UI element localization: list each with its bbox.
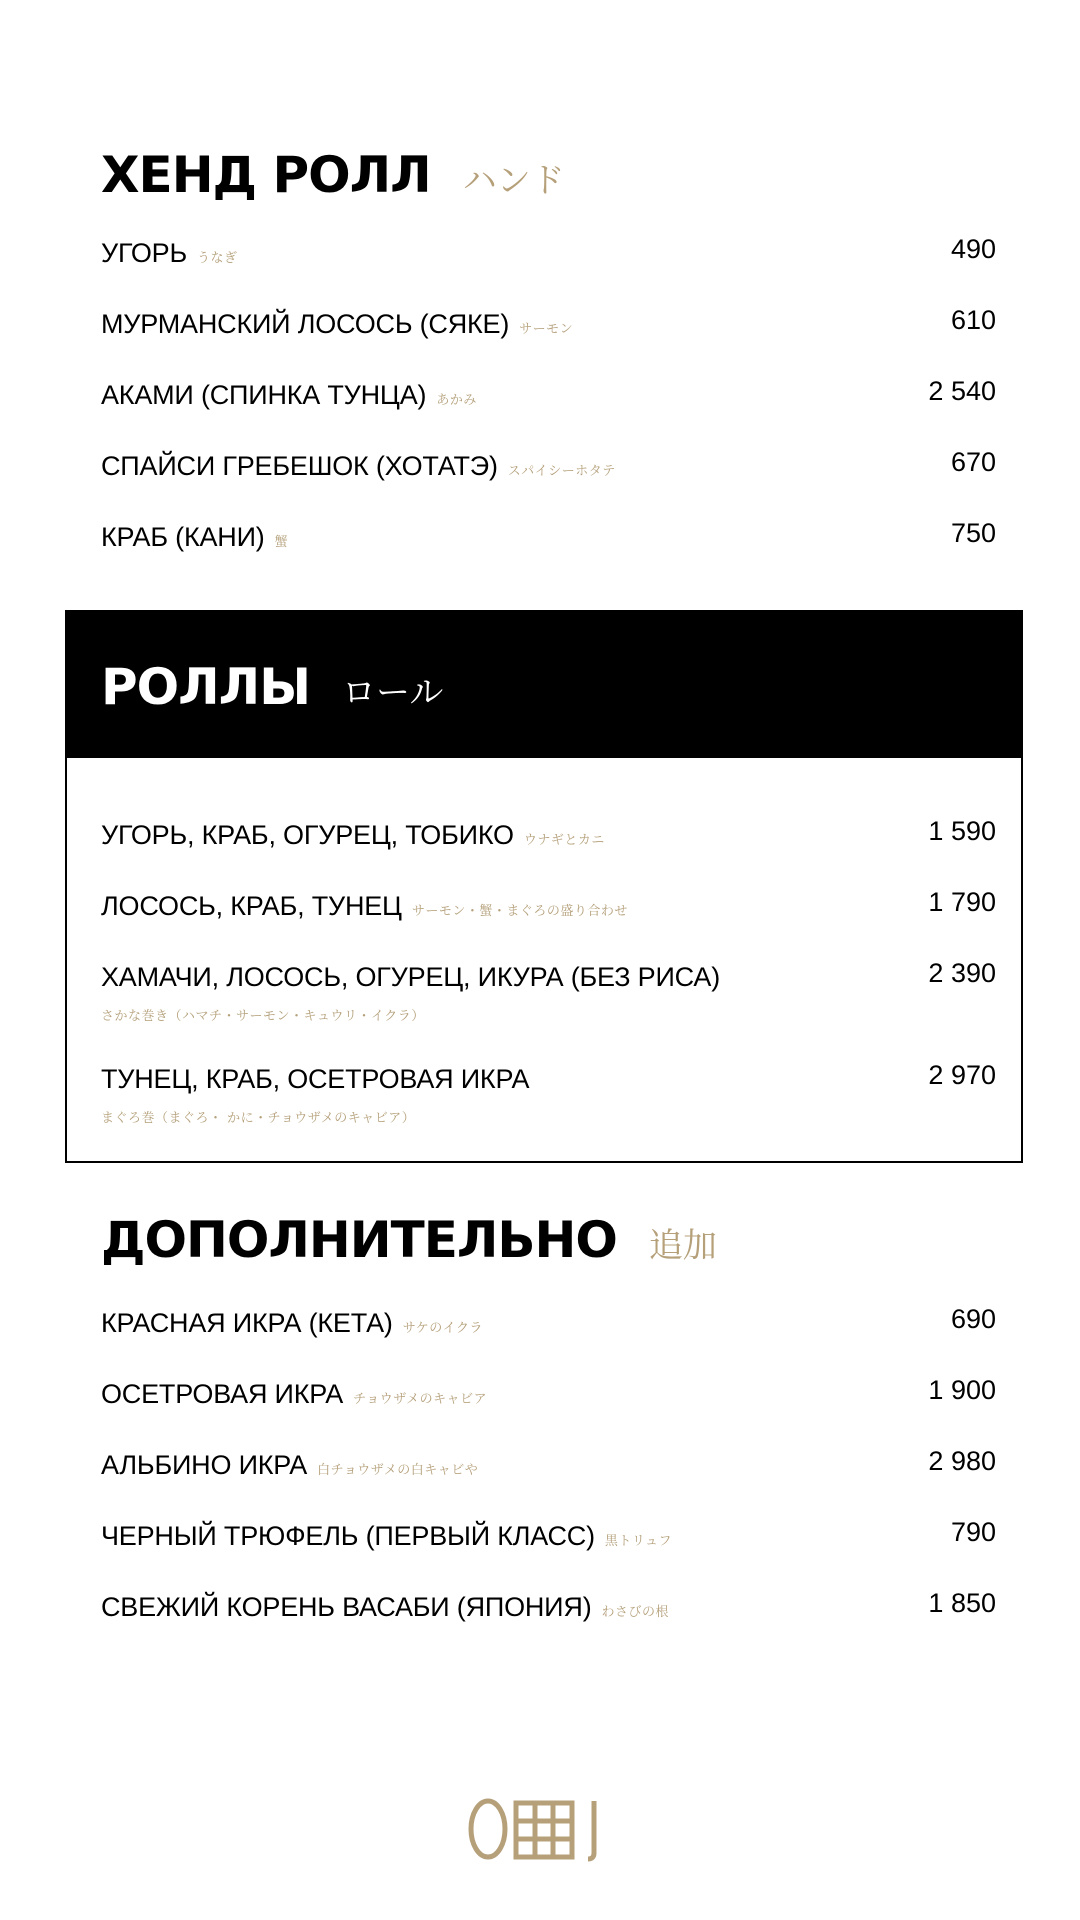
item-price: 2 390 xyxy=(928,958,996,988)
menu-item xyxy=(101,1446,996,1523)
menu-list xyxy=(0,234,1080,595)
item-price: 1 590 xyxy=(928,816,996,846)
extras-section xyxy=(0,1211,1080,1665)
item-name-jp: 黒トリュフ xyxy=(604,1534,672,1549)
item-price: 2 970 xyxy=(928,1060,996,1090)
menu-item xyxy=(101,958,996,1066)
item-price: 790 xyxy=(950,1517,996,1547)
menu-item xyxy=(101,887,996,964)
section-title: ХЕНД РОЛЛ xyxy=(101,146,431,204)
item-name: КРАБ (КАНИ) xyxy=(101,522,265,552)
menu-item xyxy=(101,1588,996,1665)
item-price: 1 790 xyxy=(928,887,996,917)
item-price: 2 540 xyxy=(928,376,996,406)
item-name-jp: サーモン・蟹・まぐろの盛り合わせ xyxy=(411,904,628,919)
section-title-jp: ハンド xyxy=(462,161,565,201)
section-header xyxy=(101,1211,1080,1269)
section-header xyxy=(101,658,444,716)
item-name: ХАМАЧИ, ЛОСОСЬ, ОГУРЕЦ, ИКУРА (БЕЗ РИСА) xyxy=(101,962,720,992)
menu-item xyxy=(101,1060,996,1146)
item-price: 1 850 xyxy=(928,1588,996,1618)
menu-item xyxy=(101,518,996,595)
item-name-jp: まぐろ巻（まぐろ・ かに・チョウザメのキャビア） xyxy=(101,1111,416,1126)
hand-roll-section xyxy=(0,146,1080,595)
item-name: КРАСНАЯ ИКРА (КЕТА) xyxy=(101,1308,393,1338)
item-price: 690 xyxy=(950,1304,996,1334)
item-name-jp: スパイシーホタテ xyxy=(507,464,616,479)
item-name: АКАМИ (СПИНКА ТУНЦА) xyxy=(101,380,427,410)
section-header xyxy=(101,146,1080,204)
item-name-jp: 白チョウザメの白キャビや xyxy=(317,1463,479,1478)
item-name: ОСЕТРОВАЯ ИКРА xyxy=(101,1379,344,1409)
item-name-jp: チョウザメのキャビア xyxy=(353,1392,488,1407)
item-price: 2 980 xyxy=(928,1446,996,1476)
item-name: СПАЙСИ ГРЕБЕШОК (ХОТАТЭ) xyxy=(101,451,498,481)
menu-item xyxy=(101,234,996,311)
item-name: УГОРЬ xyxy=(101,238,187,268)
item-name: ЛОСОСЬ, КРАБ, ТУНЕЦ xyxy=(101,891,402,921)
item-name: МУРМАНСКИЙ ЛОСОСЬ (СЯКЕ) xyxy=(101,309,510,339)
menu-list xyxy=(67,816,1021,1146)
item-name: УГОРЬ, КРАБ, ОГУРЕЦ, ТОБИКО xyxy=(101,820,514,850)
item-name-jp: わさびの根 xyxy=(601,1605,669,1620)
item-name: СВЕЖИЙ КОРЕНЬ ВАСАБИ (ЯПОНИЯ) xyxy=(101,1592,592,1622)
item-price: 750 xyxy=(950,518,996,548)
section-title: РОЛЛЫ xyxy=(101,658,311,716)
item-name-jp: サケのイクラ xyxy=(402,1321,483,1336)
item-name: АЛЬБИНО ИКРА xyxy=(101,1450,308,1480)
item-name: ТУНЕЦ, КРАБ, ОСЕТРОВАЯ ИКРА xyxy=(101,1064,530,1094)
section-title-jp: ロール xyxy=(342,673,444,713)
item-name-jp: うなぎ xyxy=(197,251,238,266)
menu-item xyxy=(101,816,996,893)
section-title: ДОПОЛНИТЕЛЬНО xyxy=(101,1211,617,1269)
section-title-jp: 追加 xyxy=(648,1226,717,1266)
menu-item xyxy=(101,1304,996,1381)
menu-item xyxy=(101,447,996,524)
item-name-jp: ウナギとカニ xyxy=(523,833,605,848)
item-price: 1 900 xyxy=(928,1375,996,1405)
rolls-section xyxy=(65,610,1023,1163)
item-name-jp: あかみ xyxy=(436,393,477,408)
item-name-jp: さかな巻き（ハマチ・サーモン・キュウリ・イクラ） xyxy=(101,1009,425,1024)
menu-item xyxy=(101,305,996,382)
item-name-jp: 蟹 xyxy=(274,535,289,550)
item-price: 610 xyxy=(950,305,996,335)
menu-item xyxy=(101,1517,996,1594)
menu-item xyxy=(101,376,996,453)
section-header-band xyxy=(67,612,1021,758)
item-price: 670 xyxy=(950,447,996,477)
item-price: 490 xyxy=(950,234,996,264)
restaurant-logo-icon xyxy=(466,1795,626,1863)
item-name: ЧЕРНЫЙ ТРЮФЕЛЬ (ПЕРВЫЙ КЛАСС) xyxy=(101,1521,595,1551)
menu-list xyxy=(0,1304,1080,1665)
menu-item xyxy=(101,1375,996,1452)
item-name-jp: サーモン xyxy=(519,322,574,337)
